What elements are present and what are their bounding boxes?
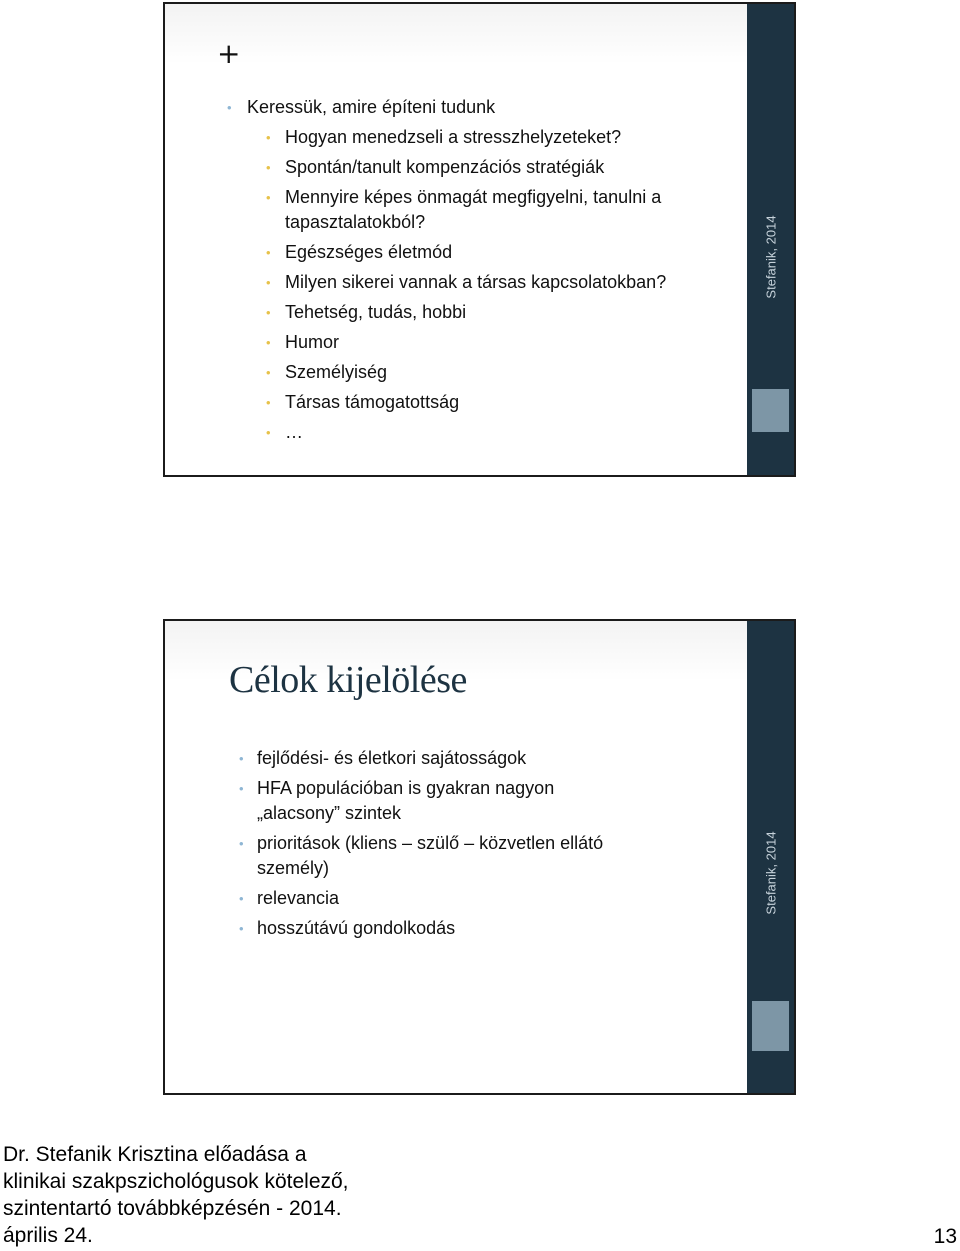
bullet-item bbox=[266, 420, 787, 445]
slide-2 bbox=[163, 619, 796, 1095]
bullet-item bbox=[266, 185, 787, 235]
page-number: 13 bbox=[933, 1225, 957, 1248]
bullet-item bbox=[266, 270, 787, 295]
bullet-item bbox=[247, 95, 787, 120]
sidebar-accent-block bbox=[752, 1001, 789, 1051]
footer-line: klinikai szakpszichológusok kötelező, bbox=[3, 1170, 349, 1193]
bullet-text: • prioritások (kliens – szülő – közvetlen ellátó bbox=[257, 833, 604, 853]
sidebar-accent-block bbox=[752, 389, 789, 432]
slide-1 bbox=[163, 2, 796, 477]
bullet-text: • Társas támogatottság bbox=[285, 392, 460, 412]
bullet-text: • relevancia bbox=[257, 888, 340, 908]
bullet-item bbox=[266, 360, 787, 385]
bullet-text: • Milyen sikerei vannak a társas kapcsolatokban? bbox=[285, 272, 667, 292]
bullet-text: tapasztalatokból? bbox=[285, 212, 426, 232]
bullet-item bbox=[257, 916, 707, 941]
bullet-item bbox=[266, 300, 787, 325]
bullet-text: • Személyiség bbox=[285, 362, 388, 382]
slide-1-bullet-list bbox=[247, 95, 787, 450]
bullet-text: • … bbox=[285, 422, 303, 442]
slide-credit: Stefanik, 2014 bbox=[763, 215, 778, 299]
slide-credit: Stefanik, 2014 bbox=[763, 831, 778, 915]
bullet-text: • Keressük, amire építeni tudunk bbox=[247, 97, 496, 117]
slide-2-content bbox=[165, 621, 747, 1093]
bullet-text: személy) bbox=[257, 858, 330, 878]
bullet-text: • Humor bbox=[285, 332, 340, 352]
bullet-text: • Egészséges életmód bbox=[285, 242, 453, 262]
bullet-text: • Mennyire képes önmagát megfigyelni, tanulni a bbox=[285, 187, 662, 207]
bullet-item bbox=[266, 240, 787, 265]
footer-line: szintentartó továbbképzésén - 2014. bbox=[3, 1197, 342, 1220]
bullet-text: • Spontán/tanult kompenzációs stratégiák bbox=[285, 157, 605, 177]
bullet-item bbox=[257, 831, 707, 881]
slide-2-bullet-list bbox=[257, 746, 707, 946]
bullet-text: • Hogyan menedzseli a stresszhelyzeteket? bbox=[285, 127, 622, 147]
footer-caption bbox=[3, 1141, 349, 1249]
bullet-item bbox=[266, 390, 787, 415]
bullet-text: • HFA populációban is gyakran nagyon bbox=[257, 778, 555, 798]
bullet-item bbox=[257, 886, 707, 911]
bullet-item bbox=[266, 125, 787, 150]
bullet-item bbox=[266, 155, 787, 180]
bullet-text: • hosszútávú gondolkodás bbox=[257, 918, 456, 938]
bullet-text: • fejlődési- és életkori sajátosságok bbox=[257, 748, 527, 768]
slide-1-content bbox=[165, 4, 747, 475]
slide-1-sidebar bbox=[747, 4, 794, 475]
bullet-text: „alacsony” szintek bbox=[257, 803, 402, 823]
plus-icon: + bbox=[217, 37, 241, 70]
slide-title: Célok kijelölése bbox=[229, 659, 467, 701]
bullet-item bbox=[257, 746, 707, 771]
footer-line: Dr. Stefanik Krisztina előadása a bbox=[3, 1143, 307, 1166]
bullet-item bbox=[257, 776, 707, 826]
bullet-text: • Tehetség, tudás, hobbi bbox=[285, 302, 467, 322]
slide-2-sidebar bbox=[747, 621, 794, 1093]
footer-line: április 24. bbox=[3, 1224, 93, 1247]
bullet-item bbox=[266, 330, 787, 355]
